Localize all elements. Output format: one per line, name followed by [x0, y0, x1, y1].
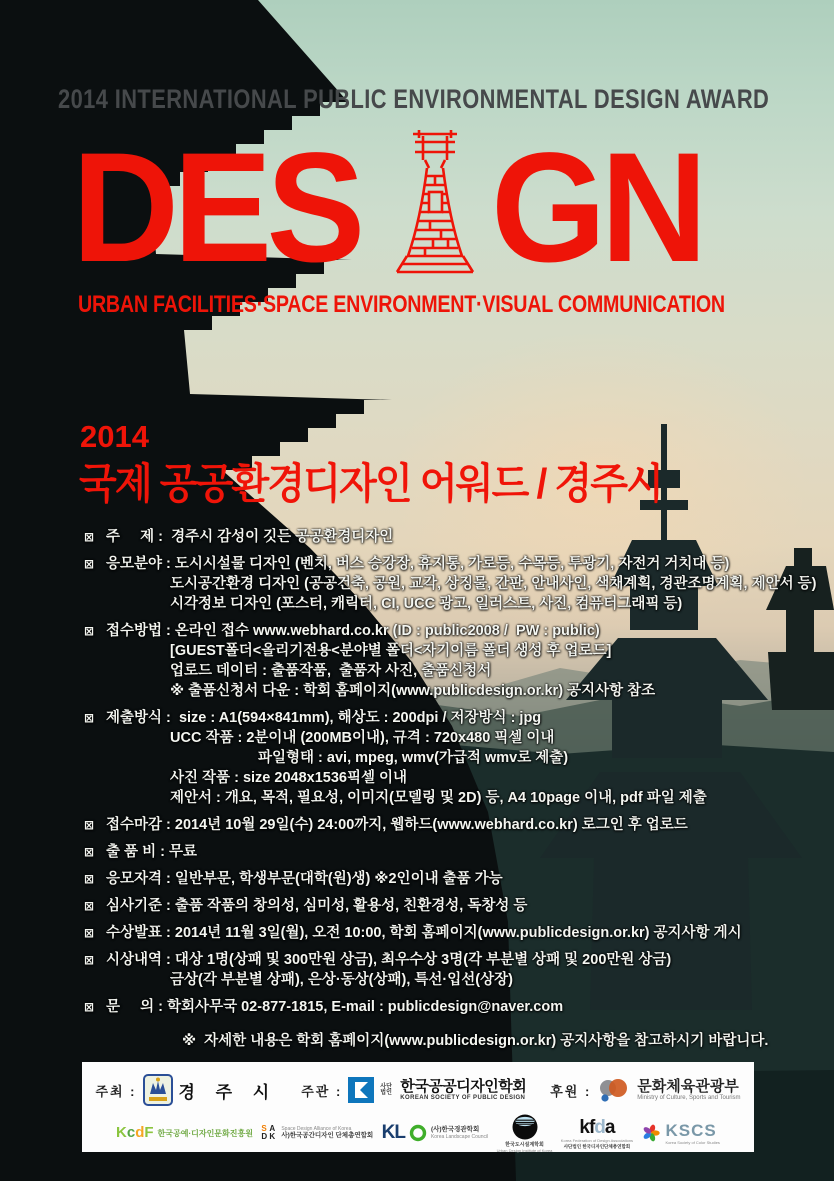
section-bullet-icon: ⊠	[84, 953, 95, 967]
detail-text: 제안서 : 개요, 목적, 필요성, 이미지(모델링 및 2D) 등, A4 10page 이내, pdf 파일 제출	[170, 790, 707, 806]
details-list	[84, 527, 824, 1017]
detail-line	[84, 574, 824, 594]
detail-line	[84, 728, 824, 748]
detail-text: 심사기준 : 출품 작품의 창의성, 심미성, 활용성, 친환경성, 독창성 등	[106, 898, 528, 914]
host-role-label: 주관 :	[301, 1083, 343, 1099]
detail-line	[84, 950, 824, 970]
detail-text: 제출방식 : size : A1(594×841mm), 해상도 : 200dpi / 저장방식 : jpg	[106, 710, 542, 726]
host-name: 한국공공디자인학회	[400, 1077, 527, 1095]
partner-subtitle: Urban Design Institute of Korea	[496, 1147, 553, 1153]
partner-name: (사)한국경관학회	[430, 1126, 480, 1134]
sdak-logo	[261, 1125, 277, 1141]
partner-kfda	[561, 1117, 633, 1149]
partner-kscs	[641, 1121, 719, 1146]
section-bullet-icon: ⊠	[84, 530, 95, 544]
section-bullet-icon: ⊠	[84, 872, 95, 886]
detail-text: UCC 작품 : 2분이내 (200MB이내), 규격 : 720x480 픽셀 이내	[170, 730, 555, 746]
footnote: ※ 자세한 내용은 학회 홈페이지(www.publicdesign.or.kr) 공지사항을 참고하시기 바랍니다.	[182, 1033, 769, 1049]
title-korean: 국제 공공환경디자인 어워드 / 경주시	[79, 460, 663, 507]
detail-line	[84, 554, 824, 574]
host-mcst	[550, 1077, 740, 1103]
detail-line	[84, 708, 824, 728]
wordmark-gn: GN	[490, 121, 702, 295]
section-bullet-icon: ⊠	[84, 1000, 95, 1014]
detail-line	[84, 869, 824, 889]
section-bullet-icon: ⊠	[84, 899, 95, 913]
detail-line	[84, 815, 824, 835]
detail-line	[84, 661, 824, 681]
detail-text: 응모자격 : 일반부문, 학생부문(대학(원)생) ※2인이내 출품 가능	[106, 871, 503, 887]
partner-kcdf	[116, 1124, 253, 1142]
detail-text: 주 제 : 경주시 감성이 깃든 공공환경디자인	[106, 529, 394, 545]
kcdf-letter: K	[116, 1124, 127, 1141]
kscs-letters: KSCS	[665, 1120, 717, 1140]
host-role-label: 후원 :	[550, 1083, 592, 1099]
kcdf-letter: c	[126, 1124, 136, 1141]
partner-name: 사단법인 한국디자인단체총연합회	[563, 1143, 631, 1149]
footer-partners-row	[82, 1114, 754, 1152]
detail-line	[84, 527, 824, 547]
section-bullet-icon: ⊠	[84, 624, 95, 638]
partner-subtitle: Korea Society of Color Studies	[665, 1139, 720, 1145]
footer-hosts-row	[82, 1062, 754, 1114]
detail-text: 접수방법 : 온라인 접수 www.webhard.co.kr (ID : public2008 / PW : public)	[106, 623, 600, 639]
kspd-logo-icon	[348, 1077, 374, 1103]
footer-band	[82, 1062, 754, 1152]
kfda-logo	[579, 1117, 614, 1139]
section-bullet-icon: ⊠	[84, 926, 95, 940]
partner-udik	[497, 1113, 553, 1154]
host-gyeongju	[95, 1074, 277, 1106]
detail-line	[84, 681, 824, 701]
udik-circle-icon	[511, 1113, 539, 1141]
details-section	[84, 520, 824, 1050]
wordmark-des: DES	[72, 121, 360, 295]
sdak-letter: A	[269, 1124, 276, 1133]
detail-text: 문 의 : 학회사무국 02-877-1815, E-mail : publicdesign@naver.com	[106, 999, 564, 1015]
cheomseongdae-tower-icon	[385, 128, 485, 288]
partner-klc	[382, 1122, 489, 1144]
detail-text: 도시공간환경 디자인 (공공건축, 공원, 교각, 상징물, 간판, 안내사인, 색채계획, 경관조명계획, 제안서 등)	[170, 576, 817, 592]
detail-line	[84, 621, 824, 641]
detail-line	[84, 842, 824, 862]
detail-line	[84, 896, 824, 916]
detail-line	[84, 788, 824, 808]
title-year: 2014	[80, 419, 149, 454]
detail-line	[84, 970, 824, 990]
partner-sdak	[261, 1125, 373, 1141]
detail-text: 접수마감 : 2014년 10월 29일(수) 24:00까지, 웹하드(www.webhard.co.kr) 로그인 후 업로드	[106, 817, 688, 833]
mcst-logo-icon	[597, 1077, 631, 1103]
poster-header	[58, 84, 770, 115]
kfda-letter: a	[604, 1116, 615, 1138]
detail-line	[84, 748, 824, 768]
detail-line	[84, 923, 824, 943]
detail-text: 파일형태 : avi, mpeg, wmv(가급적 wmv로 제출)	[258, 750, 569, 766]
color-pinwheel-icon	[641, 1123, 661, 1143]
partner-subtitle: Space Design Alliance of Korea	[281, 1126, 352, 1133]
kfda-letter: d	[594, 1116, 605, 1138]
host-org-type: 사단법인	[380, 1084, 392, 1096]
sdak-letter: D	[261, 1132, 268, 1141]
host-name: 경 주 시	[178, 1082, 278, 1102]
partner-name: 사)한국공간디자인 단체총연합회	[281, 1132, 374, 1140]
header-text: 2014 INTERNATIONAL PUBLIC ENVIRONMENTAL DESIGN AWARD	[58, 84, 770, 114]
host-kspd	[301, 1077, 526, 1103]
detail-text: [GUEST폴더<올리기전용<분야별 폴더<자기이름 폴더 생성 후 업로드]	[170, 643, 612, 659]
design-wordmark	[72, 121, 713, 295]
detail-text: 시각정보 디자인 (포스터, 캐릭터, CI, UCC 광고, 일러스트, 사진, 컴퓨터그래픽 등)	[170, 596, 683, 612]
detail-text: ※ 출품신청서 다운 : 학회 홈페이지(www.publicdesign.or.kr) 공지사항 참조	[170, 683, 656, 699]
partner-subtitle: Korea Landscape Council	[430, 1133, 489, 1140]
section-bullet-icon: ⊠	[84, 845, 95, 859]
detail-text: 응모분야 : 도시시설물 디자인 (벤치, 버스 승강장, 휴지통, 가로등, 수목등, 투광기, 자전거 거치대 등)	[106, 556, 730, 572]
kcdf-letter: F	[144, 1124, 154, 1141]
partner-name: 한국도시설계학회	[505, 1141, 544, 1148]
host-subtitle: Ministry of Culture, Sports and Tourism	[637, 1094, 741, 1101]
wordmark-subtitle: URBAN FACILITIES·SPACE ENVIRONMENT·VISUAL COMMUNICATION	[78, 291, 725, 318]
detail-line	[84, 641, 824, 661]
green-ring-icon	[409, 1124, 427, 1142]
detail-text: 사진 작품 : size 2048x1536픽셀 이내	[170, 770, 408, 786]
section-bullet-icon: ⊠	[84, 711, 95, 725]
host-role-label: 주최 :	[95, 1083, 137, 1099]
section-bullet-icon: ⊠	[84, 557, 95, 571]
detail-text: 수상발표 : 2014년 11월 3일(월), 오전 10:00, 학회 홈페이지(www.publicdesign.or.kr) 공지사항 게시	[106, 925, 742, 941]
kcdf-letter: d	[135, 1124, 145, 1141]
detail-text: 업로드 데이터 : 출품작품, 출품자 사진, 출품신청서	[170, 663, 492, 679]
section-bullet-icon: ⊠	[84, 818, 95, 832]
host-name: 문화체육관광부	[637, 1077, 739, 1095]
sdak-letter: S	[261, 1124, 267, 1133]
host-subtitle: KOREAN SOCIETY OF PUBLIC DESIGN	[400, 1094, 526, 1101]
klc-letters: KL	[381, 1122, 405, 1143]
partner-name: 한국공예·디자인문화진흥원	[157, 1128, 253, 1138]
detail-text: 출 품 비 : 무료	[106, 844, 197, 860]
kcdf-logo	[116, 1124, 154, 1142]
gyeongju-city-emblem-icon	[143, 1074, 173, 1106]
detail-line	[84, 594, 824, 614]
detail-line	[84, 768, 824, 788]
detail-line	[84, 997, 824, 1017]
sdak-letter: K	[269, 1132, 276, 1141]
kfda-letter: kf	[579, 1116, 595, 1138]
partner-subtitle: Korea Federation of Design Associations	[560, 1137, 634, 1143]
detail-text: 시상내역 : 대상 1명(상패 및 300만원 상금), 최우수상 3명(각 부분별 상패 및 200만원 상금)	[106, 952, 672, 968]
detail-text: 금상(각 부분별 상패), 은상·동상(상패), 특선·입선(상장)	[170, 972, 513, 988]
